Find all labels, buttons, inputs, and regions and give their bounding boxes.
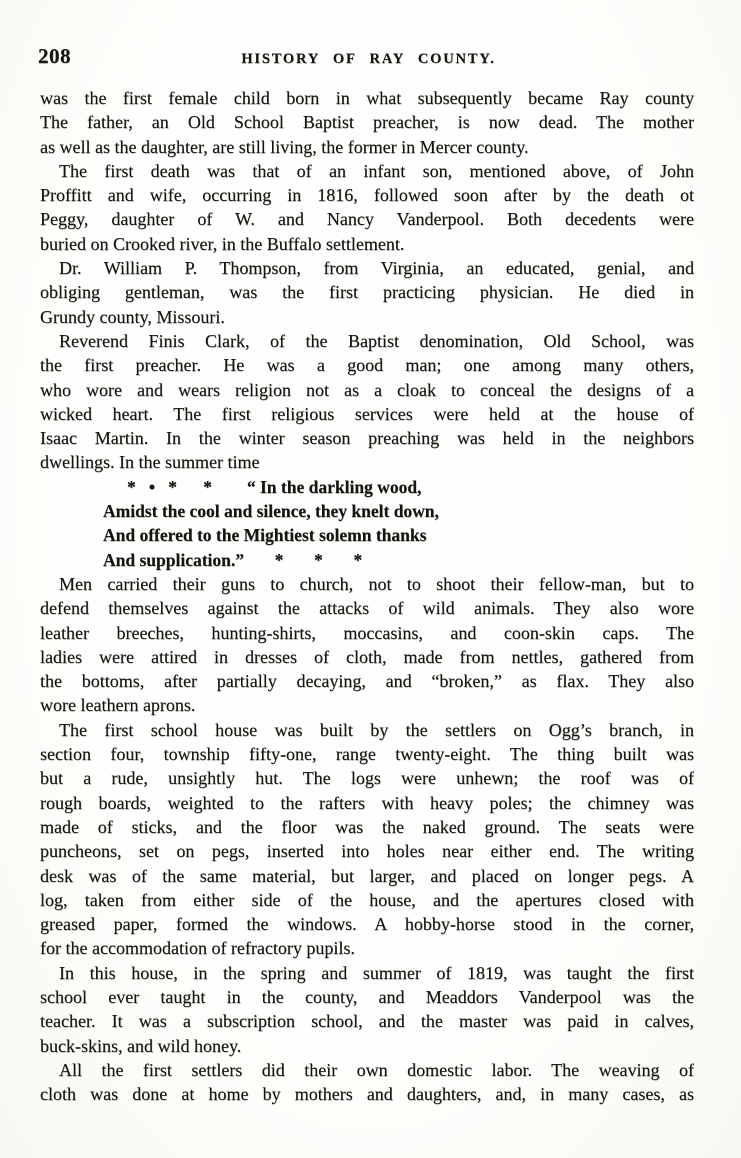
text-line: The first school house was built by the settlers on Ogg’s branch, in	[59, 719, 694, 740]
text-line: cloth was done at home by mothers and daughters, and, in many cases, as	[40, 1084, 694, 1105]
paragraph	[40, 329, 694, 475]
paragraph	[40, 159, 694, 256]
text-line: And supplication.” * * *	[103, 549, 363, 570]
text-line: buried on Crooked river, in the Buffalo settlement.	[40, 233, 405, 254]
text-line: the first preacher. He was a good man; one among many others,	[40, 355, 694, 376]
text-line: And offered to the Mightiest solemn thanks	[103, 525, 427, 546]
paragraph	[40, 1058, 694, 1107]
text-line: Reverend Finis Clark, of the Baptist denomination, Old School, was	[59, 330, 694, 351]
text-line: ladies were attired in dresses of cloth, made from nettles, gathered from	[40, 646, 694, 667]
text-line: made of sticks, and the floor was the naked ground. The seats were	[40, 816, 694, 837]
paragraph	[40, 256, 694, 329]
paragraph	[40, 572, 694, 718]
text-line: was the first female child born in what subsequently became Ray county	[40, 88, 694, 108]
text-line: The father, an Old School Baptist preacher, is now dead. The mother	[40, 112, 694, 133]
text-line: leather breeches, hunting-shirts, moccasins, and coon-skin caps. The	[40, 622, 694, 643]
text-line: Men carried their guns to church, not to shoot their fellow-man, but to	[59, 573, 694, 594]
text-line: who wore and wears religion not as a cloak to conceal the designs of a	[40, 379, 694, 400]
paragraph	[40, 86, 694, 159]
text-line: wicked heart. The first religious services were held at the house of	[40, 403, 694, 424]
text-line: but a rude, unsightly hut. The logs were unhewn; the roof was of	[40, 768, 694, 789]
text-line: wore leathern aprons.	[40, 695, 196, 716]
text-line: the bottoms, after partially decaying, and “broken,” as flax. They also	[40, 671, 694, 692]
text-line: * • * * “ In the darkling wood,	[127, 476, 422, 497]
poem-block	[40, 475, 694, 572]
text-line: buck-skins, and wild honey.	[40, 1035, 242, 1056]
text-line: Dr. William P. Thompson, from Virginia, an educated, genial, and	[59, 258, 694, 279]
text-line: log, taken from either side of the house, and the apertures closed with	[40, 889, 694, 910]
text-line: desk was of the same material, but larger, and placed on longer pegs. A	[40, 865, 694, 886]
text-line: defend themselves against the attacks of wild animals. They also wore	[40, 598, 694, 619]
text-line: puncheons, set on pegs, inserted into holes near either end. The writing	[40, 841, 694, 862]
text-line: obliging gentleman, was the first practicing physician. He died in	[40, 282, 694, 303]
paragraph	[40, 961, 694, 1058]
text-line: Grundy county, Missouri.	[40, 306, 225, 327]
text-line: for the accommodation of refractory pupils.	[40, 938, 355, 959]
text-line: Isaac Martin. In the winter season preaching was held in the neighbors	[40, 428, 694, 449]
text-line: Amidst the cool and silence, they knelt down,	[103, 501, 439, 522]
text-line: In this house, in the spring and summer of 1819, was taught the first	[59, 962, 694, 983]
paragraph	[40, 718, 694, 961]
text-line: Proffitt and wife, occurring in 1816, followed soon after by the death ot	[40, 185, 694, 206]
text-line: greased paper, formed the windows. A hobby-horse stood in the corner,	[40, 914, 694, 935]
text-line: All the first settlers did their own domestic labor. The weaving of	[59, 1059, 694, 1080]
page-header	[38, 44, 699, 69]
running-header-title: HISTORY OF RAY COUNTY.	[241, 51, 496, 67]
text-line: rough boards, weighted to the rafters with heavy poles; the chimney was	[40, 792, 694, 813]
text-line: as well as the daughter, are still living, the former in Mercer county.	[40, 136, 529, 157]
text-line: The first death was that of an infant son, mentioned above, of John	[59, 160, 694, 181]
page-body	[40, 86, 694, 1106]
text-line: Peggy, daughter of W. and Nancy Vanderpool. Both decedents were	[40, 209, 694, 230]
text-line: teacher. It was a subscription school, and the master was paid in calves,	[40, 1011, 694, 1032]
text-line: school ever taught in the county, and Meaddors Vanderpool was the	[40, 986, 694, 1007]
page-number: 208	[38, 44, 71, 68]
text-line: section four, township fifty-one, range twenty-eight. The thing built was	[40, 744, 694, 765]
text-line: dwellings. In the summer time	[40, 452, 260, 473]
